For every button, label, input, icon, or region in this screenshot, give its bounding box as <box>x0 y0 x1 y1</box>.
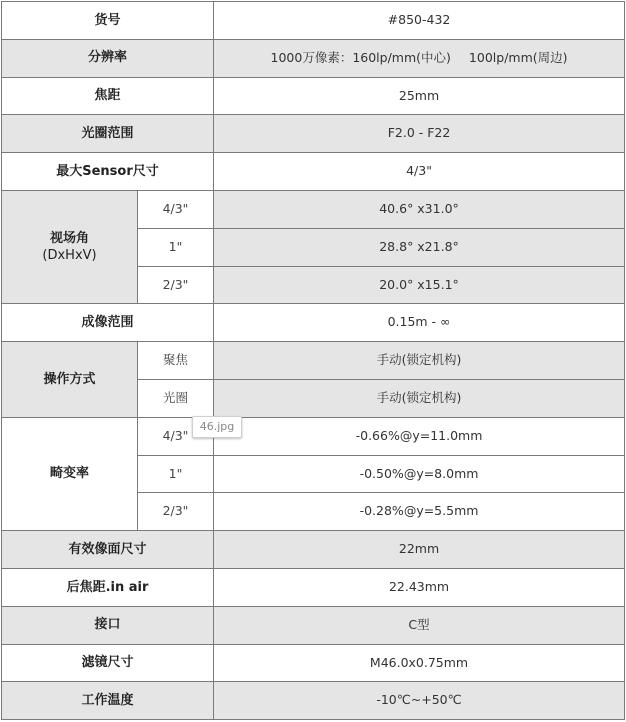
operation-label: 操作方式 <box>2 342 138 418</box>
model-label: 货号 <box>2 2 214 40</box>
back-focal-value: 22.43mm <box>214 568 625 606</box>
filter-label: 滤镜尺寸 <box>2 644 214 682</box>
mount-value: C型 <box>214 606 625 644</box>
distortion-sensor: 2/3" <box>138 493 214 531</box>
row-model <box>2 2 625 40</box>
row-mount <box>2 606 625 644</box>
max-sensor-label: 最大Sensor尺寸 <box>2 153 214 191</box>
mount-label: 接口 <box>2 606 214 644</box>
fov-sensor: 4/3" <box>138 190 214 228</box>
distortion-value: -0.66%@y=11.0mm <box>214 417 625 455</box>
max-sensor-value: 4/3" <box>214 153 625 191</box>
row-effective-image <box>2 531 625 569</box>
temperature-value: -10℃~+50℃ <box>214 682 625 720</box>
fov-sensor: 2/3" <box>138 266 214 304</box>
fov-value: 20.0° x15.1° <box>214 266 625 304</box>
filter-value: M46.0x0.75mm <box>214 644 625 682</box>
row-temperature <box>2 682 625 720</box>
row-fov-1 <box>2 190 625 228</box>
resolution-edge: 100lp/mm(周边) <box>468 49 568 65</box>
row-resolution <box>2 39 625 77</box>
distortion-value: -0.28%@y=5.5mm <box>214 493 625 531</box>
effective-image-label: 有效像面尺寸 <box>2 531 214 569</box>
distortion-sensor: 1" <box>138 455 214 493</box>
imaging-range-value: 0.15m - ∞ <box>214 304 625 342</box>
fov-sensor: 1" <box>138 228 214 266</box>
fov-label-line2: (DxHxV) <box>42 248 97 264</box>
spec-table <box>1 1 625 720</box>
fov-label <box>2 190 138 303</box>
model-value: #850-432 <box>214 2 625 40</box>
temperature-label: 工作温度 <box>2 682 214 720</box>
fov-label-line1: 视场角 <box>49 230 89 246</box>
aperture-range-value: F2.0 - F22 <box>214 115 625 153</box>
operation-value: 手动(锁定机构) <box>214 342 625 380</box>
resolution-label: 分辨率 <box>2 39 214 77</box>
row-focal-length <box>2 77 625 115</box>
fov-value: 28.8° x21.8° <box>214 228 625 266</box>
resolution-value <box>214 39 625 77</box>
back-focal-label: 后焦距.in air <box>2 568 214 606</box>
row-aperture-range <box>2 115 625 153</box>
distortion-value: -0.50%@y=8.0mm <box>214 455 625 493</box>
row-distortion-1 <box>2 417 625 455</box>
row-filter <box>2 644 625 682</box>
distortion-label: 畸变率 <box>2 417 138 530</box>
operation-name: 聚焦 <box>138 342 214 380</box>
row-back-focal <box>2 568 625 606</box>
imaging-range-label: 成像范围 <box>2 304 214 342</box>
operation-value: 手动(锁定机构) <box>214 379 625 417</box>
row-max-sensor <box>2 153 625 191</box>
image-filename-tooltip: 46.jpg <box>192 416 242 438</box>
fov-value: 40.6° x31.0° <box>214 190 625 228</box>
effective-image-value: 22mm <box>214 531 625 569</box>
row-operation-1 <box>2 342 625 380</box>
aperture-range-label: 光圈范围 <box>2 115 214 153</box>
row-imaging-range <box>2 304 625 342</box>
resolution-center: 1000万像素：160lp/mm(中心) <box>270 49 451 65</box>
operation-name: 光圈 <box>138 379 214 417</box>
distortion-sensor: 4/3" <box>138 417 214 455</box>
focal-length-label: 焦距 <box>2 77 214 115</box>
focal-length-value: 25mm <box>214 77 625 115</box>
